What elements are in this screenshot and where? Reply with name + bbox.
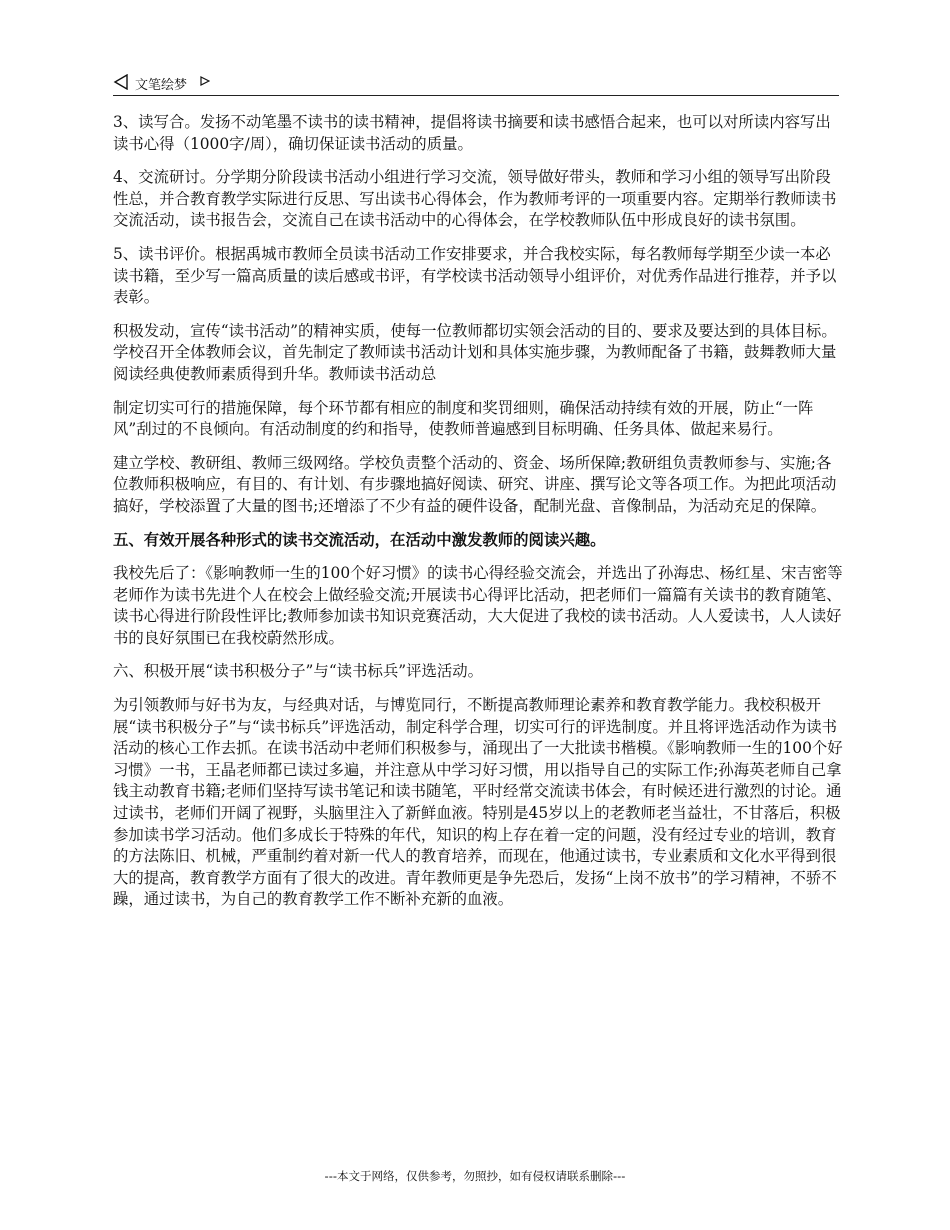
paragraph-selection: 为引领教师与好书为友，与经典对话，与博览同行，不断提高教师理论素养和教育教学能力。我校积极开展“读书积极分子”与“读书标兵”评选活动，制定科学合理，切实可行的评选制度。并且将评选活动作为读书活动的核心工作去抓。在读书活动中老师们积极参与，涌现出了一大批读书楷模。《影响教师一生的100个好习惯》一书，王晶老师都已读过多遍，并注意从中学习好习惯，用以指导自己的实际工作;孙海英老师自己拿钱主动教育书籍;老师们坚持写读书笔记和读书随笔，平时经常交流读书体会，有时候还进行激烈的讨论。通过读书，老师们开阔了视野，头脑里注入了新鲜血液。特别是45岁以上的老教师老当益壮，不甘落后，积极参加读书学习活动。他们多成长于特殊的年代，知识的构上存在着一定的问题，没有经过专业的培训，教育的方法陈旧、机械，严重制约着对新一代人的教育培养，而现在，他通过读书，专业素质和文化水平得到很大的提高，教育教学方面有了很大的改进。青年教师更是争先恐后，发扬“上岗不放书”的学习精神，不骄不躁，通过读书，为自己的教育教学工作不断补充新的血液。 — [113, 696, 843, 909]
paragraph-network: 建立学校、教研组、教师三级网络。学校负责整个活动的、资金、场所保障;教研组负责教师参与、实施;各位教师积极响应，有目的、有计划、有步骤地搞好阅读、研究、讲座、撰写论文等各项工作。为把此项活动搞好，学校添置了大量的图书;还增添了不少有益的硬件设备，配制光盘、音像制品，为活动充足的保障。 — [113, 453, 837, 515]
paragraph-measures: 制定切实可行的措施保障，每个环节都有相应的制度和奖罚细则，确保活动持续有效的开展，防止“一阵风”刮过的不良倾向。有活动制度的约和指导，使教师普遍感到目标明确、任务具体、做起来易行。 — [113, 398, 814, 439]
paragraph-mobilization: 积极发动，宣传“读书活动”的精神实质，使每一位教师都切实领会活动的目的、要求及要达到的具体目标。学校召开全体教师会议，首先制定了教师读书活动计划和具体实施步骤，为教师配备了书籍，鼓舞教师大量阅读经典使教师素质得到升华。教师读书活动总 — [113, 321, 837, 383]
section-heading-six: 六、积极开展“读书积极分子”与“读书标兵”评选活动。 — [113, 662, 484, 681]
paragraph-exchange-discussion: 4、交流研讨。分学期分阶段读书活动小组进行学习交流，领导做好带头，教师和学习小组的领导写出阶段性总，并合教育教学实际进行反思、写出读书心得体会，作为教师考评的一项重要内容。定期举行教师读书交流活动，读书报告会，交流自己在读书活动中的心得体会，在学校教师队伍中形成良好的读书氛围。 — [113, 168, 837, 230]
page-header — [113, 70, 839, 96]
paragraph-reading-evaluation: 5、读书评价。根据禹城市教师全员读书活动工作安排要求，并合我校实际，每名教师每学期至少读一本必读书籍，至少写一篇高质量的读后感或书评，有学校读书活动领导小组评价，对优秀作品进行推荐，并予以表彰。 — [113, 244, 837, 307]
paragraph-exchange-activities: 我校先后了：《影响教师一生的100个好习惯》的读书心得经验交流会，并选出了孙海忠、杨红星、宋吉密等老师作为读书先进个人在校会上做经验交流;开展读书心得评比活动，把老师们一篇篇有关读书的教育随笔、读书心得进行阶段性评比;教师参加读书知识竞赛活动，大大促进了我校的读书活动。人人爱读书，人人读好书的良好氛围已在我校蔚然形成。 — [113, 564, 843, 647]
section-heading-five: 五、有效开展各种形式的读书交流活动，在活动中激发教师的阅读兴趣。 — [113, 530, 606, 549]
document-body — [113, 112, 843, 923]
paragraph-reading-writing: 3、读写合。发扬不动笔墨不读书的读书精神，提倡将读书摘要和读书感悟合起来，也可以对所读内容写出读书心得（1000字/周），确切保证读书活动的质量。 — [113, 113, 831, 153]
triangle-right-icon — [200, 76, 210, 86]
page-footer: ---本文于网络，仅供参考，勿照抄，如有侵权请联系删除--- — [324, 1169, 626, 1183]
brand-name: 文笔绘梦 — [135, 78, 188, 93]
triangle-left-icon — [113, 74, 129, 90]
